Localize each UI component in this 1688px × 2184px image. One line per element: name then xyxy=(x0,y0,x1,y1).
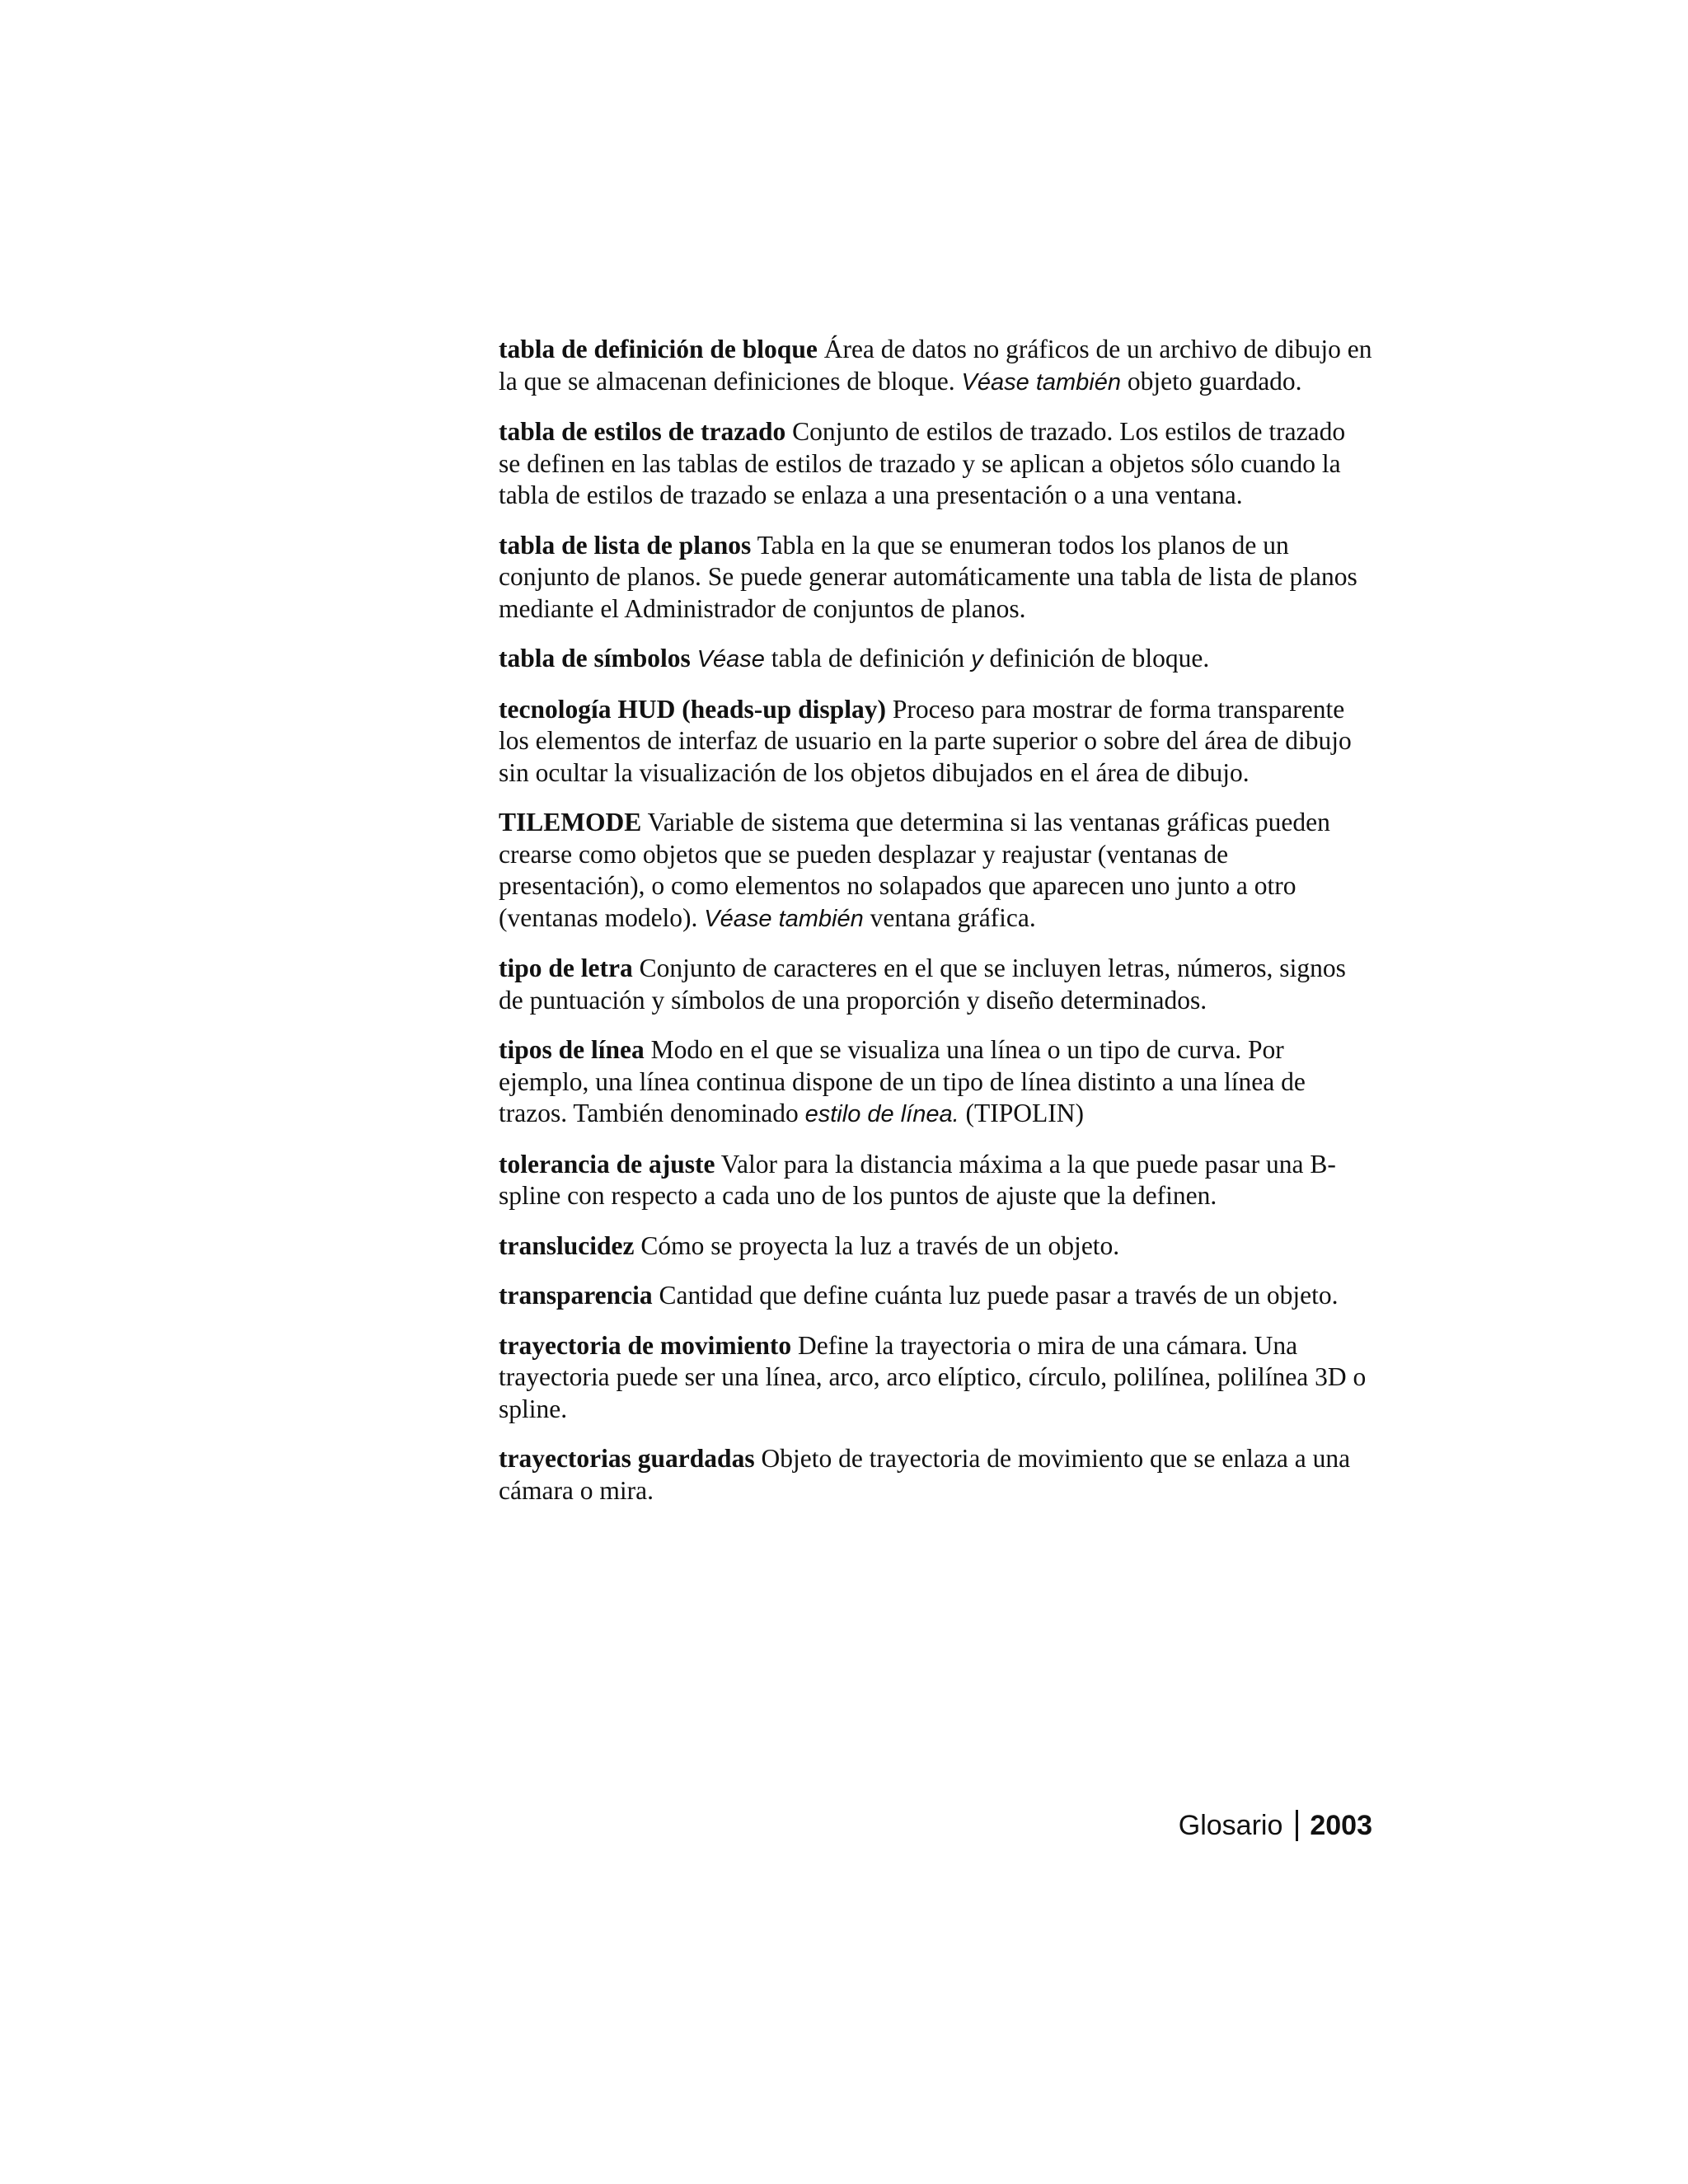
glossary-term: transparencia xyxy=(499,1281,653,1310)
glossary-term: tabla de definición de bloque xyxy=(499,335,818,363)
glossary-definition: Área de datos no gráficos de un archivo de dibujo en la que se almacenan definiciones de bloque. xyxy=(499,335,1372,396)
glossary-entry xyxy=(499,530,1372,626)
glossary-entry xyxy=(499,1443,1372,1507)
glossary-definition: Objeto de trayectoria de movimiento que se enlaza a una cámara o mira. xyxy=(499,1444,1351,1505)
cross-reference-label: y xyxy=(971,646,983,673)
glossary-term: tabla de estilos de trazado xyxy=(499,417,786,446)
section-title: Glosario xyxy=(1178,1810,1283,1841)
page-footer xyxy=(1179,1810,1372,1842)
glossary-entry xyxy=(499,1149,1372,1212)
glossary-term: tabla de símbolos xyxy=(499,644,691,673)
glossary-definition: Define la trayectoria o mira de una cámara. Una trayectoria puede ser una línea, arco, arco elíptico, círculo, polilínea, polilínea 3D o spline. xyxy=(499,1330,1367,1423)
glossary-definition: tabla de definición xyxy=(771,644,965,673)
glossary-entry xyxy=(499,1230,1372,1263)
footer-divider xyxy=(1296,1810,1298,1841)
glossary-list xyxy=(499,334,1372,1525)
glossary-definition: ventana gráfica. xyxy=(870,902,1036,932)
glossary-definition: Cantidad que define cuánta luz puede pasar a través de un objeto. xyxy=(659,1281,1339,1310)
cross-reference-label: Véase también xyxy=(704,905,864,932)
glossary-term: TILEMODE xyxy=(499,808,642,837)
glossary-term: trayectoria de movimiento xyxy=(499,1330,792,1360)
glossary-definition: Valor para la distancia máxima a la que puede pasar una B-spline con respecto a cada uno de los puntos de ajuste que la definen. xyxy=(499,1149,1336,1210)
glossary-term: tipos de línea xyxy=(499,1035,645,1064)
glossary-term: tecnología HUD (heads-up display) xyxy=(499,694,886,724)
page-number: 2003 xyxy=(1310,1810,1372,1841)
glossary-definition: Tabla en la que se enumeran todos los planos de un conjunto de planos. Se puede generar automáticamente una tabla de lista de planos mediante el Administrador de conjuntos de planos. xyxy=(499,530,1357,623)
cross-reference-label: Véase xyxy=(696,646,765,673)
glossary-definition: Conjunto de caracteres en el que se incluyen letras, números, signos de puntuación y símbolos de una proporción y diseño determinados. xyxy=(499,954,1346,1015)
glossary-term: tipo de letra xyxy=(499,954,633,982)
glossary-entry xyxy=(499,1280,1372,1312)
glossary-definition: Proceso para mostrar de forma transparente los elementos de interfaz de usuario en la parte superior o sobre del área de dibujo sin ocultar la visualización de los objetos dibujados en el área de dibujo. xyxy=(499,694,1352,787)
glossary-definition: Variable de sistema que determina si las ventanas gráficas pueden crearse como objetos que se pueden desplazar y reajustar (ventanas de presentación), o como elementos no solapados que aparecen uno junto a otro (ventanas modelo). xyxy=(499,808,1330,932)
glossary-entry xyxy=(499,1330,1372,1426)
alias-term: estilo de línea. xyxy=(804,1101,959,1127)
glossary-entry xyxy=(499,1034,1372,1131)
glossary-entry xyxy=(499,807,1372,935)
glossary-entry xyxy=(499,643,1372,676)
glossary-definition: Modo en el que se visualiza una línea o un tipo de curva. Por ejemplo, una línea continua dispone de un tipo de línea distinto a una línea de trazos. También denominado xyxy=(499,1035,1306,1127)
glossary-definition: Cómo se proyecta la luz a través de un objeto. xyxy=(640,1230,1120,1260)
glossary-term: tolerancia de ajuste xyxy=(499,1149,715,1179)
glossary-term: trayectorias guardadas xyxy=(499,1444,755,1473)
glossary-definition: objeto guardado. xyxy=(1127,366,1302,396)
glossary-entry xyxy=(499,694,1372,790)
glossary-definition: Conjunto de estilos de trazado. Los estilos de trazado se definen en las tablas de estilos de trazado y se aplican a objetos sólo cuando la tabla de estilos de trazado se enlaza a una presentación o a una ventana. xyxy=(499,417,1346,509)
glossary-definition: definición de bloque. xyxy=(989,644,1210,673)
glossary-entry xyxy=(499,416,1372,512)
command-name: (TIPOLIN) xyxy=(965,1099,1084,1127)
glossary-entry xyxy=(499,953,1372,1016)
glossary-entry xyxy=(499,334,1372,398)
cross-reference-label: Véase también xyxy=(961,368,1121,396)
glossary-term: tabla de lista de planos xyxy=(499,530,752,560)
glossary-term: translucidez xyxy=(499,1230,635,1260)
